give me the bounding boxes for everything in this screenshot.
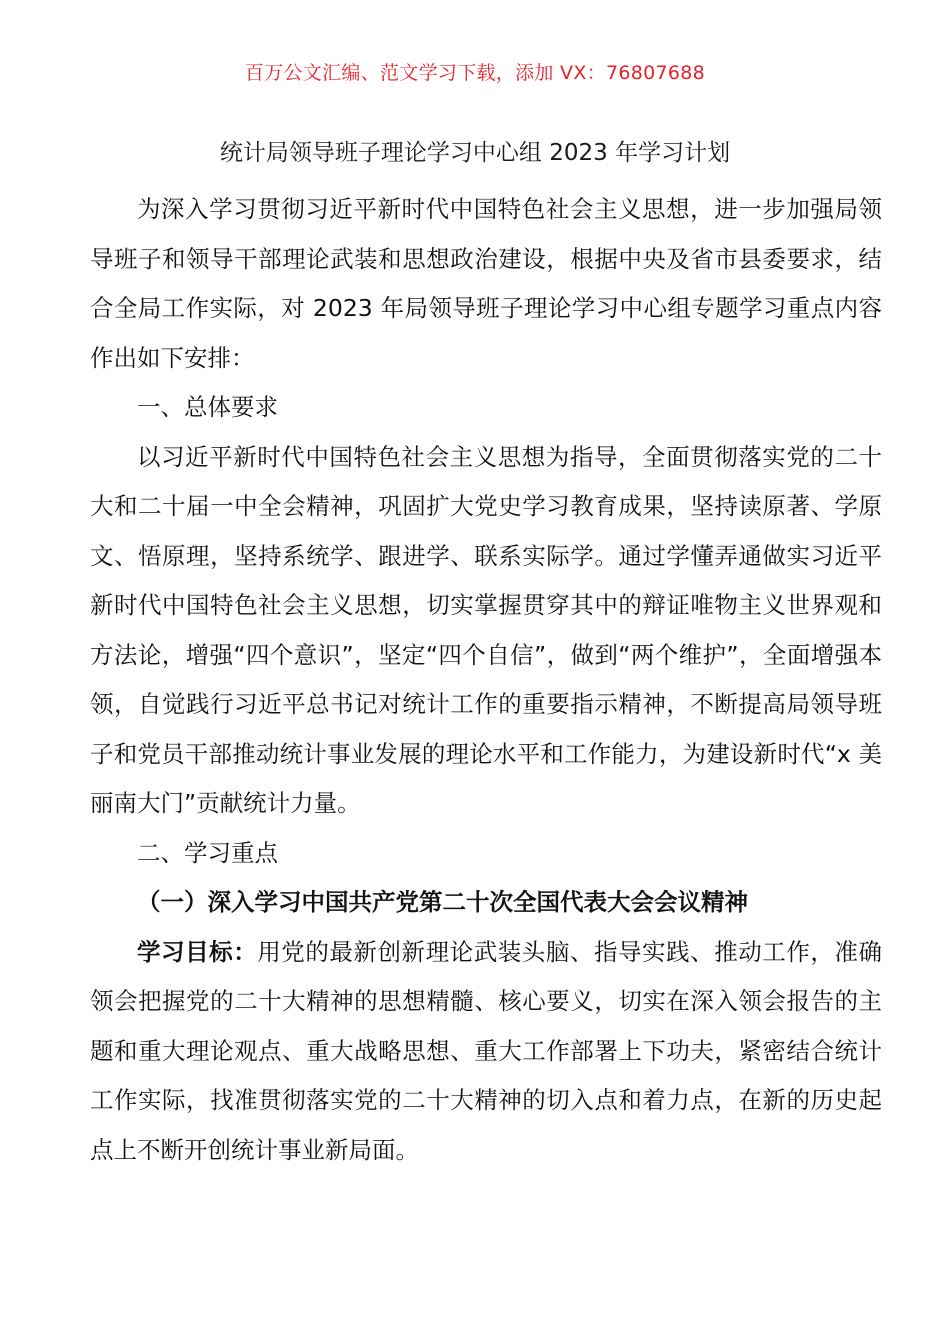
header-promo-note: 百万公文汇编、范文学习下载，添加 VX：76807688 — [244, 62, 706, 84]
intro-paragraph: 为深入学习贯彻习近平新时代中国特色社会主义思想，进一步加强局领导班子和领导干部理论武装和思想政治建设，根据中央及省市县委要求，结合全局工作实际，对 2023 年局领导班子理论学习中心组专题学习重点内容作出如下安排： — [90, 195, 882, 372]
section-heading-study-focus: 二、学习重点 — [137, 838, 278, 867]
subsection-heading-twentieth-congress: （一）深入学习中国共产党第二十次全国代表大会会议精神 — [137, 888, 748, 916]
study-goal-label: 学习目标： — [137, 937, 258, 966]
document-title: 统计局领导班子理论学习中心组 2023 年学习计划 — [219, 140, 731, 166]
study-goal-paragraph — [90, 928, 882, 1176]
document-body — [90, 185, 882, 1175]
study-goal-text: 用党的最新创新理论武装头脑、指导实践、推动工作，准确领会把握党的二十大精神的思想精髓、核心要义，切实在深入领会报告的主题和重大理论观点、重大战略思想、重大工作部署上下功夫，紧密结合统计工作实际，找准贯彻落实党的二十大精神的切入点和着力点，在新的历史起点上不断开创统计事业新局面。 — [90, 937, 882, 1164]
general-requirements-paragraph: 以习近平新时代中国特色社会主义思想为指导，全面贯彻落实党的二十大和二十届一中全会精神，巩固扩大党史学习教育成果，坚持读原著、学原文、悟原理，坚持系统学、跟进学、联系实际学。通过学懂弄通做实习近平新时代中国特色社会主义思想，切实掌握贯穿其中的辩证唯物主义世界观和方法论，增强“四个意识”，坚定“四个自信”，做到“两个维护”，全面增强本领，自觉践行习近平总书记对统计工作的重要指示精神，不断提高局领导班子和党员干部推动统计事业发展的理论水平和工作能力，为建设新时代“x 美丽南大门”贡献统计力量。 — [90, 442, 882, 817]
section-heading-general-requirements: 一、总体要求 — [137, 393, 278, 421]
